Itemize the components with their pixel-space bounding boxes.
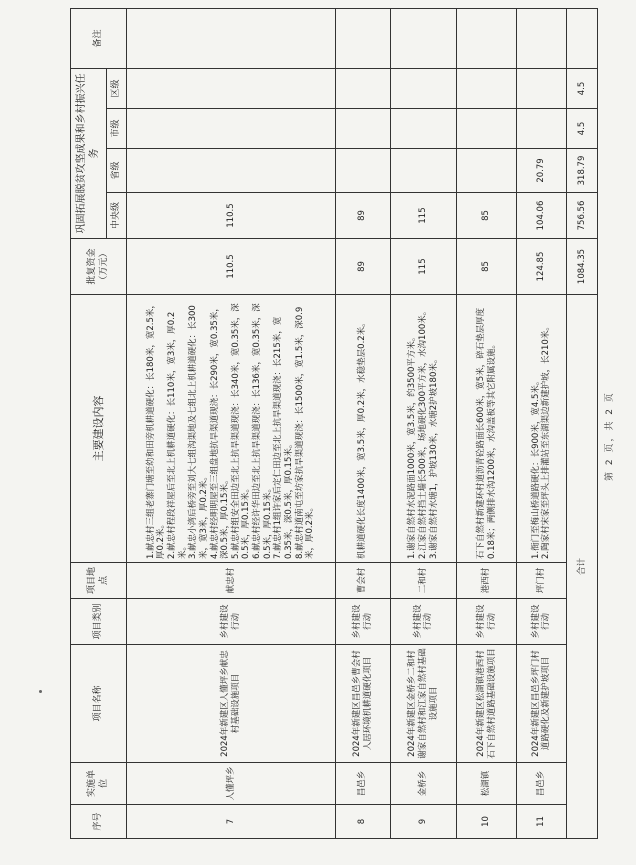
cell-category: 乡村建设行动	[457, 599, 517, 645]
cell-seq: 10	[457, 805, 517, 839]
content-line: 2.献忠村程段祥屋后至北上机耕道硬化：长110米，宽3米，厚0.2米。	[167, 311, 188, 559]
total-label: 合计	[566, 295, 597, 839]
content-line: 4.献忠村经明明屋至三组盘地抗旱渠道现浇：长290米，宽0.35米，深0.5米，厚0.15米。	[209, 303, 231, 559]
content-line: 7.献忠村1组许家后定仁田边至北上抗旱渠道现浇：长215米，宽0.35米，深0.5米，厚0.15米。	[273, 316, 294, 559]
cell-funds: 124.85	[516, 239, 566, 295]
cell-provincial: 20.79	[516, 149, 566, 193]
header-unit: 实施单位	[71, 763, 127, 805]
content-line: 3.献忠小湾后桥旁至刘大七组沟渠地及七组北上机耕道硬化：长300米，宽3米，厚0.2米。	[188, 305, 209, 559]
project-table	[70, 8, 598, 839]
table-row	[390, 9, 457, 839]
table-row	[335, 9, 390, 839]
cell-seq: 11	[516, 805, 566, 839]
cell-unit: 松湖镇	[457, 763, 517, 805]
cell-name: 2024年新建区昌邑乡曹会村人居环境机耕道硬化项目	[335, 645, 390, 763]
total-district: 4.5	[566, 69, 597, 109]
header-district: 区级	[107, 69, 127, 109]
cell-central: 89	[335, 193, 390, 239]
cell-content	[516, 295, 566, 563]
content-line: 机耕道硬化长度1400米，宽3.5米，厚0.2米，水稳垫层0.2米。	[357, 318, 368, 559]
cell-district	[390, 69, 457, 109]
cell-funds: 110.5	[127, 239, 336, 295]
header-content: 主要建设内容	[71, 295, 127, 563]
cell-funds: 115	[390, 239, 457, 295]
cell-unit: 金桥乡	[390, 763, 457, 805]
cell-unit: 人懂坪乡	[127, 763, 336, 805]
total-funds: 1084.35	[566, 239, 597, 295]
cell-remark	[390, 9, 457, 69]
cell-city	[335, 109, 390, 149]
page-footer: 第 2 页，共 2 页	[605, 391, 615, 481]
cell-remark	[127, 9, 336, 69]
rotated-document	[64, 0, 615, 861]
cell-location: 坪门村	[516, 563, 566, 599]
cell-name: 2024年新建区人懂坪乡献忠村基础设施项目	[127, 645, 336, 763]
cell-unit: 昌邑乡	[335, 763, 390, 805]
content-line: 2.陶家村宋家至坪头上排灌站至东湖渠边新建护坡，长210米。	[541, 322, 552, 559]
total-central: 756.56	[566, 193, 597, 239]
cell-central: 115	[390, 193, 457, 239]
cell-content	[390, 295, 457, 563]
cell-district	[516, 69, 566, 109]
cell-category: 乡村建设行动	[127, 599, 336, 645]
cell-remark	[335, 9, 390, 69]
scan-speck	[39, 690, 42, 693]
cell-location: 献忠村	[127, 563, 336, 599]
cell-name: 2024年新建区松湖镇港西村石下自然村道路基础设施项目	[457, 645, 517, 763]
table-row	[457, 9, 517, 839]
content-line: 2.江家自然村挡土墙长500米，场地硬化300平方米，水沟100米。	[418, 306, 429, 559]
cell-provincial	[390, 149, 457, 193]
cell-category: 乡村建设行动	[516, 599, 566, 645]
header-provincial: 省级	[107, 149, 127, 193]
cell-provincial	[127, 149, 336, 193]
cell-name: 2024年新建区昌邑乡坪门村道路硬化及新建护坡项目	[516, 645, 566, 763]
cell-city	[390, 109, 457, 149]
header-city: 市级	[107, 109, 127, 149]
content-line: 1.谢家自然村水泥路面1000米，宽3.5米，约3500平方米。	[407, 332, 418, 559]
cell-name: 2024年新建区金桥乡二和村谢家自然村和江家自然村基础设施项目	[390, 645, 457, 763]
header-remark: 备注	[71, 9, 127, 69]
cell-central: 85	[457, 193, 517, 239]
cell-city	[127, 109, 336, 149]
content-line: 3.谢家自然村水塘1，护坡130米，水塘2护坡180米。	[428, 354, 439, 559]
total-city: 4.5	[566, 109, 597, 149]
header-group: 巩固拓展脱贫攻坚成果和乡村振兴任务	[71, 69, 107, 239]
header-location: 项目地点	[71, 563, 127, 599]
header-seq: 序号	[71, 805, 127, 839]
cell-content	[127, 295, 336, 563]
header-central: 中央级	[107, 193, 127, 239]
cell-district	[335, 69, 390, 109]
cell-funds: 89	[335, 239, 390, 295]
cell-funds: 85	[457, 239, 517, 295]
cell-category: 乡村建设行动	[390, 599, 457, 645]
cell-central: 104.06	[516, 193, 566, 239]
total-remark	[566, 9, 597, 69]
content-line: 8.献忠村道南屯至坊家抗旱渠道现浇：长1500米，宽1.5米，深0.9米，厚0.2米。	[294, 306, 316, 559]
cell-city	[516, 109, 566, 149]
total-row	[566, 9, 597, 839]
cell-remark	[457, 9, 517, 69]
cell-remark	[516, 9, 566, 69]
header-name: 项目名称	[71, 645, 127, 763]
cell-seq: 9	[390, 805, 457, 839]
cell-seq: 8	[335, 805, 390, 839]
cell-seq: 7	[127, 805, 336, 839]
cell-location: 港西村	[457, 563, 517, 599]
content-line: 1.献忠村三组老寨门塘至幼和田旁机耕道硬化：长180米，宽2.5米，厚0.2米。	[145, 300, 167, 559]
header-category: 项目类别	[71, 599, 127, 645]
table-row	[516, 9, 566, 839]
content-line: 1.衙门至梅山桥道路硬化：长900米，宽4.5米。	[530, 376, 541, 559]
cell-provincial	[335, 149, 390, 193]
cell-provincial	[457, 149, 517, 193]
content-line: 6.献忠村经许华田边至北上抗旱渠道现浇：长136米，宽0.35米，深0.5米，厚0.15米。	[252, 303, 273, 559]
cell-location: 二和村	[390, 563, 457, 599]
cell-unit: 昌邑乡	[516, 763, 566, 805]
cell-category: 乡村建设行动	[335, 599, 390, 645]
total-provincial: 318.79	[566, 149, 597, 193]
cell-district	[127, 69, 336, 109]
content-line: 5.献忠村组安全田边至北上抗旱渠道现浇：长340米，宽0.35米，深0.5米，厚0.15米。	[230, 303, 252, 559]
cell-central: 110.5	[127, 193, 336, 239]
content-line: 石下自然村新建环村道沥青砼路面长600米，宽5米，碎石垫层厚度0.18米；两侧排水沟1200米，水沟盖板等其它附属设施。	[475, 307, 497, 559]
cell-content	[335, 295, 390, 563]
cell-location: 曹会村	[335, 563, 390, 599]
header-funds: 批复资金（万元）	[71, 239, 127, 295]
cell-district	[457, 69, 517, 109]
table-row	[127, 9, 336, 839]
cell-content	[457, 295, 517, 563]
cell-city	[457, 109, 517, 149]
